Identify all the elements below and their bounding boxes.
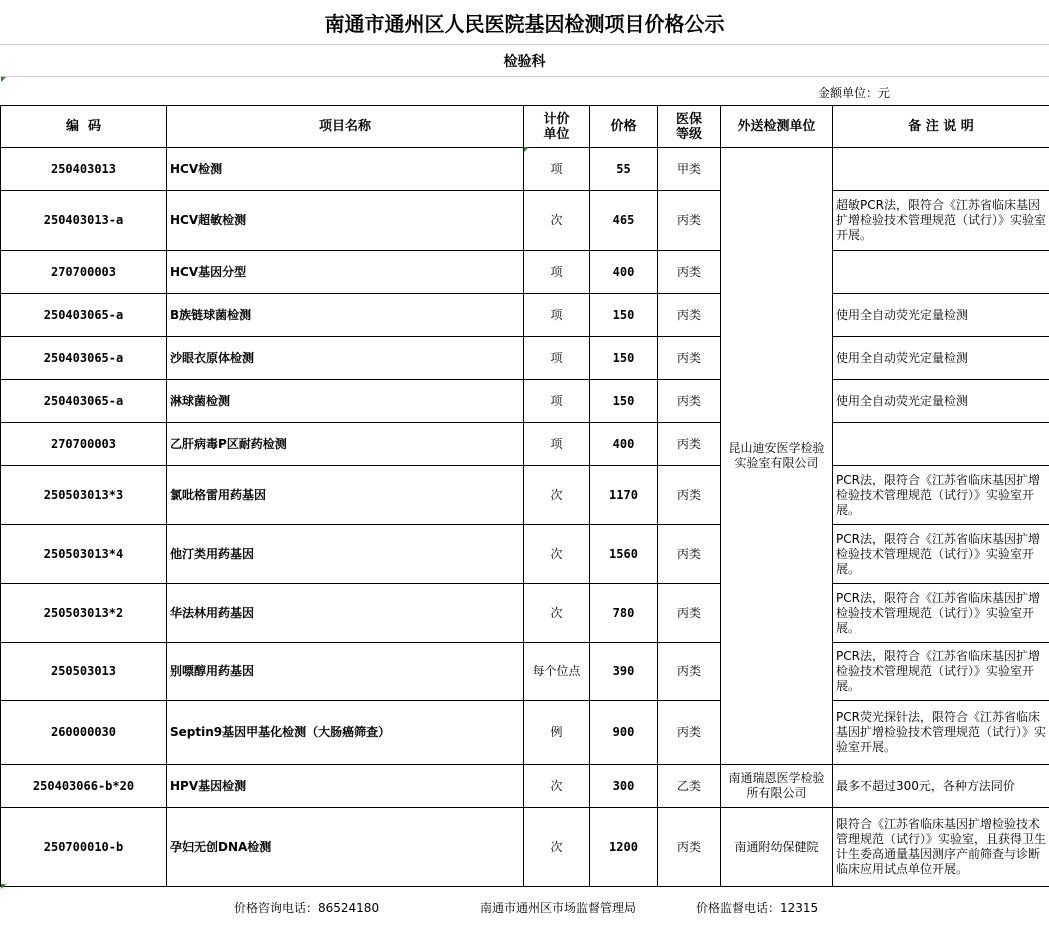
header-lab-text: 外送检测单位 [737, 119, 816, 134]
cell-price: 1170 [590, 466, 658, 525]
cell-price: 55 [590, 148, 658, 191]
cell-unit: 次 [524, 525, 590, 584]
footer-consult-phone: 价格咨询电话：86524180 [234, 901, 380, 915]
cell-note: 限符合《江苏省临床基因扩增检验技术管理规范（试行）》实验室，且获得卫生计生委高通量基因测序产前筛查与诊断临床应用试点单位开展。 [833, 808, 1049, 887]
cell-price: 1200 [590, 808, 658, 887]
cell-note: PCR法，限符合《江苏省临床基因扩增检验技术管理规范（试行）》实验室开展。 [833, 584, 1049, 643]
cell-name: HCV基因分型 [167, 251, 524, 294]
cell-name: 氯吡格雷用药基因 [167, 466, 524, 525]
cell-name: Septin9基因甲基化检测（大肠癌筛查） [167, 701, 524, 765]
cell-name: 别嘌醇用药基因 [167, 643, 524, 701]
cell-code: 250403013 [1, 148, 167, 191]
cell-level: 丙类 [658, 584, 721, 643]
cell-note: 使用全自动荧光定量检测 [833, 337, 1049, 380]
header-lab [721, 106, 833, 148]
table-row [1, 191, 1049, 251]
cell-code: 250700010-b [1, 808, 167, 887]
cell-price: 150 [590, 380, 658, 423]
cell-code: 250403065-a [1, 337, 167, 380]
cell-price: 465 [590, 191, 658, 251]
table-row [1, 466, 1049, 525]
footer [0, 888, 1049, 924]
table-row [1, 423, 1049, 466]
footer-supervise-phone: 价格监督电话：12315 [696, 901, 819, 915]
cell-level: 丙类 [658, 701, 721, 765]
unit-note-row [0, 77, 1049, 104]
cell-unit: 每个位点 [524, 643, 590, 701]
price-table [0, 105, 1049, 887]
page-title-text: 南通市通州区人民医院基因检测项目价格公示 [324, 11, 725, 36]
table-row [1, 251, 1049, 294]
cell-unit: 项 [524, 337, 590, 380]
cell-code: 270700003 [1, 423, 167, 466]
cell-note: PCR法，限符合《江苏省临床基因扩增检验技术管理规范（试行）》实验室开展。 [833, 466, 1049, 525]
cell-price: 780 [590, 584, 658, 643]
header-unit [524, 106, 590, 148]
cell-code: 250503013*3 [1, 466, 167, 525]
cell-unit: 项 [524, 251, 590, 294]
cell-price: 900 [590, 701, 658, 765]
cell-level: 丙类 [658, 337, 721, 380]
footer-bureau: 南通市通州区市场监督管理局 [480, 901, 637, 915]
table-row [1, 337, 1049, 380]
cell-lab-kunshan: 昆山迪安医学检验实验室有限公司 [721, 148, 833, 765]
cell-name: B族链球菌检测 [167, 294, 524, 337]
cell-level: 丙类 [658, 643, 721, 701]
cell-name: 淋球菌检测 [167, 380, 524, 423]
cell-level: 丙类 [658, 423, 721, 466]
cell-level: 丙类 [658, 251, 721, 294]
cell-name: HCV超敏检测 [167, 191, 524, 251]
table-row [1, 701, 1049, 765]
header-name-text: 项目名称 [318, 119, 371, 134]
cell-note: 最多不超过300元，各种方法同价 [833, 765, 1049, 808]
table-row [1, 765, 1049, 808]
cell-unit: 次 [524, 466, 590, 525]
cell-price: 390 [590, 643, 658, 701]
cell-note [833, 423, 1049, 466]
cell-note [833, 148, 1049, 191]
cell-unit: 次 [524, 808, 590, 887]
header-note-text: 备 注 说 明 [908, 119, 974, 134]
table-row [1, 584, 1049, 643]
department-label: 检验科 [503, 53, 546, 70]
cell-name: 乙肝病毒P区耐药检测 [167, 423, 524, 466]
cell-unit: 次 [524, 191, 590, 251]
cell-code: 250403065-a [1, 294, 167, 337]
header-level-text: 医保 等级 [675, 111, 702, 142]
cell-level: 丙类 [658, 191, 721, 251]
cell-name: 孕妇无创DNA检测 [167, 808, 524, 887]
cell-price: 400 [590, 423, 658, 466]
cell-note: 使用全自动荧光定量检测 [833, 380, 1049, 423]
header-price [590, 106, 658, 148]
header-code [1, 106, 167, 148]
cell-level: 丙类 [658, 380, 721, 423]
cell-name: 他汀类用药基因 [167, 525, 524, 584]
cell-code: 250403013-a [1, 191, 167, 251]
cell-name: HCV检测 [167, 148, 524, 191]
cell-price: 300 [590, 765, 658, 808]
cell-price: 400 [590, 251, 658, 294]
cell-level: 甲类 [658, 148, 721, 191]
cell-price: 150 [590, 337, 658, 380]
table-row [1, 380, 1049, 423]
header-code-text: 编 码 [65, 119, 102, 134]
cell-note: PCR法，限符合《江苏省临床基因扩增检验技术管理规范（试行）》实验室开展。 [833, 525, 1049, 584]
table-row [1, 643, 1049, 701]
cell-note: 使用全自动荧光定量检测 [833, 294, 1049, 337]
header-unit-text: 计价 单位 [543, 111, 570, 142]
cell-comment-marker [524, 147, 529, 152]
cell-level: 丙类 [658, 466, 721, 525]
cell-level: 乙类 [658, 765, 721, 808]
cell-note: 超敏PCR法，限符合《江苏省临床基因扩增检验技术管理规范（试行）》实验室开展。 [833, 191, 1049, 251]
cell-unit: 次 [524, 584, 590, 643]
cell-note [833, 251, 1049, 294]
table-row [1, 808, 1049, 887]
cell-level: 丙类 [658, 525, 721, 584]
header-row [1, 106, 1049, 148]
header-name [167, 106, 524, 148]
cell-code: 250403066-b*20 [1, 765, 167, 808]
page-title [0, 0, 1049, 45]
cell-note: PCR荧光探针法，限符合《江苏省临床基因扩增检验技术管理规范（试行）》实验室开展。 [833, 701, 1049, 765]
table-row [1, 148, 1049, 191]
cell-price: 1560 [590, 525, 658, 584]
cell-name: HPV基因检测 [167, 765, 524, 808]
cell-name: 华法林用药基因 [167, 584, 524, 643]
cell-price: 150 [590, 294, 658, 337]
cell-unit: 项 [524, 423, 590, 466]
cell-code: 250503013 [1, 643, 167, 701]
cell-code: 260000030 [1, 701, 167, 765]
unit-note: 金额单位：元 [818, 86, 891, 100]
cell-comment-marker [1, 77, 6, 82]
cell-code: 270700003 [1, 251, 167, 294]
cell-name: 沙眼衣原体检测 [167, 337, 524, 380]
cell-unit: 项 [524, 380, 590, 423]
cell-unit: 次 [524, 765, 590, 808]
cell-unit: 项 [524, 294, 590, 337]
cell-code: 250503013*2 [1, 584, 167, 643]
table-row [1, 525, 1049, 584]
cell-level: 丙类 [658, 808, 721, 887]
header-price-text: 价格 [610, 119, 637, 134]
cell-note: PCR法，限符合《江苏省临床基因扩增检验技术管理规范（试行）》实验室开展。 [833, 643, 1049, 701]
header-level [658, 106, 721, 148]
department-row [0, 45, 1049, 77]
cell-level: 丙类 [658, 294, 721, 337]
cell-unit: 例 [524, 701, 590, 765]
header-note [833, 106, 1049, 148]
cell-code: 250403065-a [1, 380, 167, 423]
cell-lab-nantong-ruien: 南通瑞恩医学检验所有限公司 [721, 765, 833, 808]
cell-unit: 项 [524, 148, 590, 191]
cell-code: 250503013*4 [1, 525, 167, 584]
table-row [1, 294, 1049, 337]
cell-lab-nantong-fuyou: 南通附幼保健院 [721, 808, 833, 887]
